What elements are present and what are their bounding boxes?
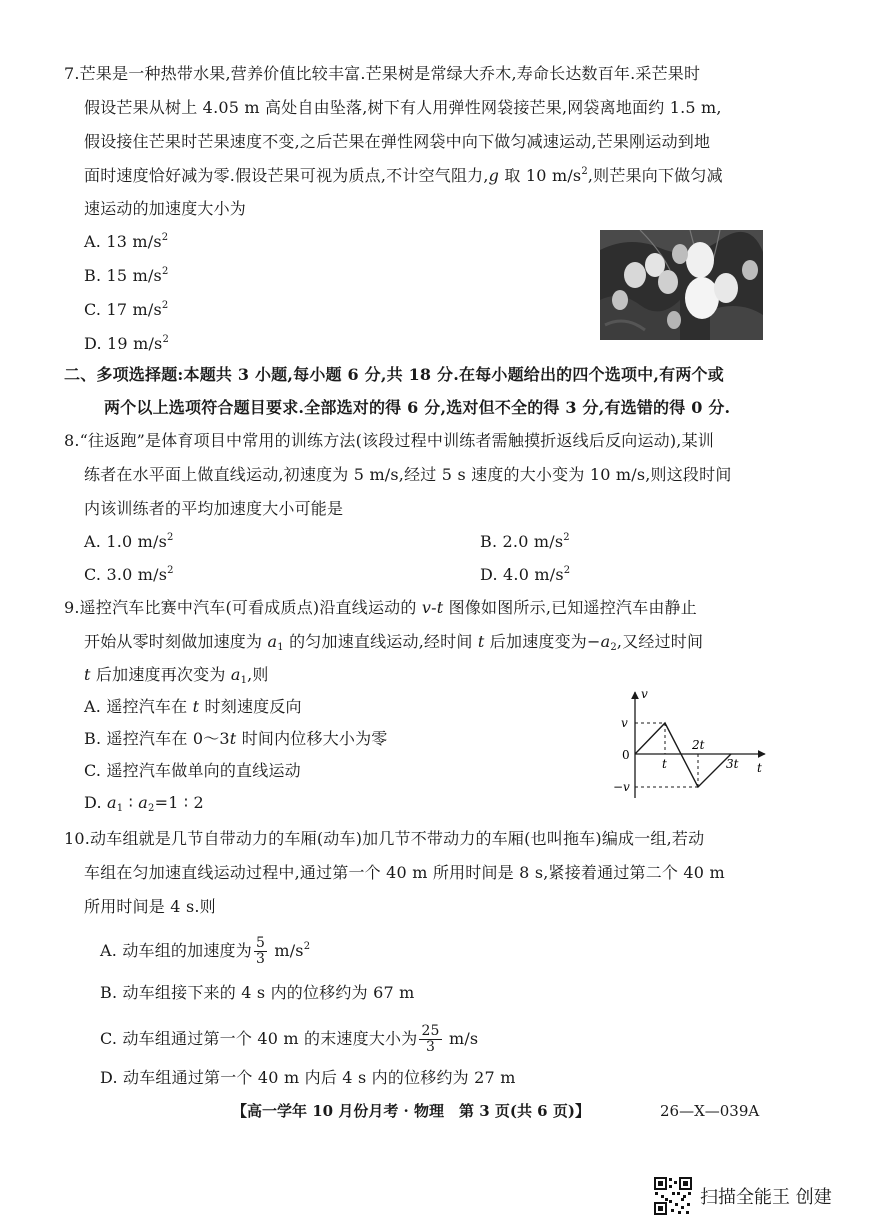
q8-stem-line-3: 内该训练者的平均加速度大小可能是 (84, 499, 344, 518)
q10-option-d: D. 动车组通过第一个 40 m 内后 4 s 内的位移约为 27 m (100, 1068, 516, 1087)
graph-label-t: t (662, 757, 667, 771)
q9-stem-line-3: t 后加速度再次变为 $a_1$,则 (84, 665, 269, 686)
mango-illustration (600, 230, 763, 340)
q10-option-c-fraction: $\frac{25}{3}$ (421, 1023, 440, 1055)
section2-heading-line-1: 二、多项选择题:本题共 3 小题,每小题 6 分,共 18 分.在每小题给出的四个选项中,有两个或 (64, 365, 724, 384)
graph-label-v: v (621, 716, 628, 730)
graph-label-neg-v: −v (613, 780, 630, 794)
q10-stem-line-2: 车组在匀加速直线运动过程中,通过第一个 40 m 所用时间是 8 s,紧接着通过第二个 40 m (84, 863, 725, 882)
q8-option-b: B. 2.0 $m/s^2$ (480, 532, 570, 551)
q7-stem-line-2: 假设芒果从树上 4.05 m 高处自由坠落,树下有人用弹性网袋接芒果,网袋离地面约 1.5 m, (84, 98, 722, 117)
q8-option-d: D. 4.0 $m/s^2$ (480, 565, 571, 584)
q7-stem-line-3: 假设接住芒果时芒果速度不变,之后芒果在弹性网袋中向下做匀减速运动,芒果刚运动到地 (84, 132, 711, 151)
graph-label-zero: 0 (622, 748, 630, 762)
q10-stem-line-3: 所用时间是 4 s.则 (84, 897, 216, 916)
page-footer-code: 26—X—039A (660, 1102, 760, 1120)
q9-option-b: B. 遥控汽车在 0～3t 时间内位移大小为零 (84, 729, 388, 748)
q10-stem-line-1: 10.动车组就是几节自带动力的车厢(动车)加几节不带动力的车厢(也叫拖车)编成一组,若动 (64, 829, 705, 848)
q10-option-b: B. 动车组接下来的 4 s 内的位移约为 67 m (100, 983, 415, 1002)
q9-vt-graph (610, 686, 780, 806)
q8-stem-line-2: 练者在水平面上做直线运动,初速度为 5 m/s,经过 5 s 速度的大小变为 10 m/s,则这段时间 (84, 465, 732, 484)
q7-option-c: C. 17 $m/s^2$ (84, 300, 169, 319)
q9-option-c: C. 遥控汽车做单向的直线运动 (84, 761, 301, 780)
q10-option-a-fraction: $\frac{5}{3}$ (255, 935, 266, 967)
graph-axis-t-label: t (757, 761, 762, 775)
q10-option-c: C. 动车组通过第一个 40 m 的末速度大小为 $\frac{25}{3}$ m/s (100, 1023, 479, 1055)
q7-stem-line-1: 7.芒果是一种热带水果,营养价值比较丰富.芒果树是常绿大乔木,寿命长达数百年.采芒果时 (64, 64, 701, 83)
q9-option-a: A. 遥控汽车在 t 时刻速度反向 (84, 697, 302, 716)
q8-option-c: C. 3.0 $m/s^2$ (84, 565, 174, 584)
q7-stem-line-5: 速运动的加速度大小为 (84, 199, 247, 218)
q8-option-a: A. 1.0 $m/s^2$ (84, 532, 174, 551)
page-footer-title: 【高一学年 10 月份月考 · 物理 第 3 页(共 6 页)】 (232, 1102, 590, 1120)
section2-heading-line-2: 两个以上选项符合题目要求.全部选对的得 6 分,选对但不全的得 3 分,有选错的得 0 分. (104, 398, 731, 417)
scanner-watermark: 扫描全能王 创建 (700, 1187, 832, 1208)
qr-code-icon (653, 1176, 693, 1216)
q7-option-b: B. 15 $m/s^2$ (84, 266, 169, 285)
graph-label-2t: 2t (692, 738, 705, 752)
q9-option-d: D. $a_1$ ∶ $a_2=1$ ∶ 2 (84, 793, 204, 814)
q9-stem-line-2: 开始从零时刻做加速度为 $a_1$ 的匀加速直线运动,经时间 t 后加速度变为$-a_2$,又经过时间 (84, 632, 704, 653)
mango-photo (600, 230, 763, 340)
graph-axis-v-label: v (641, 687, 648, 701)
q7-option-a: A. 13 $m/s^2$ (84, 232, 169, 251)
q8-stem-line-1: 8.“往返跑”是体育项目中常用的训练方法(该段过程中训练者需触摸折返线后反向运动),某训 (64, 431, 714, 450)
graph-label-3t: 3t (726, 757, 739, 771)
graph-velocity-curve (635, 723, 731, 787)
q9-stem-line-1: 9.遥控汽车比赛中汽车(可看成质点)沿直线运动的 v-t 图像如图所示,已知遥控汽车由静止 (64, 598, 697, 617)
q10-option-a: A. 动车组的加速度为 $\frac{5}{3}$ $m/s^2$ (100, 935, 311, 967)
q7-stem-line-4: 面时速度恰好减为零.假设芒果可视为质点,不计空气阻力,g 取 10 $m/s^2$,则芒果向下做匀减 (84, 166, 723, 185)
q7-option-d: D. 19 $m/s^2$ (84, 334, 170, 353)
